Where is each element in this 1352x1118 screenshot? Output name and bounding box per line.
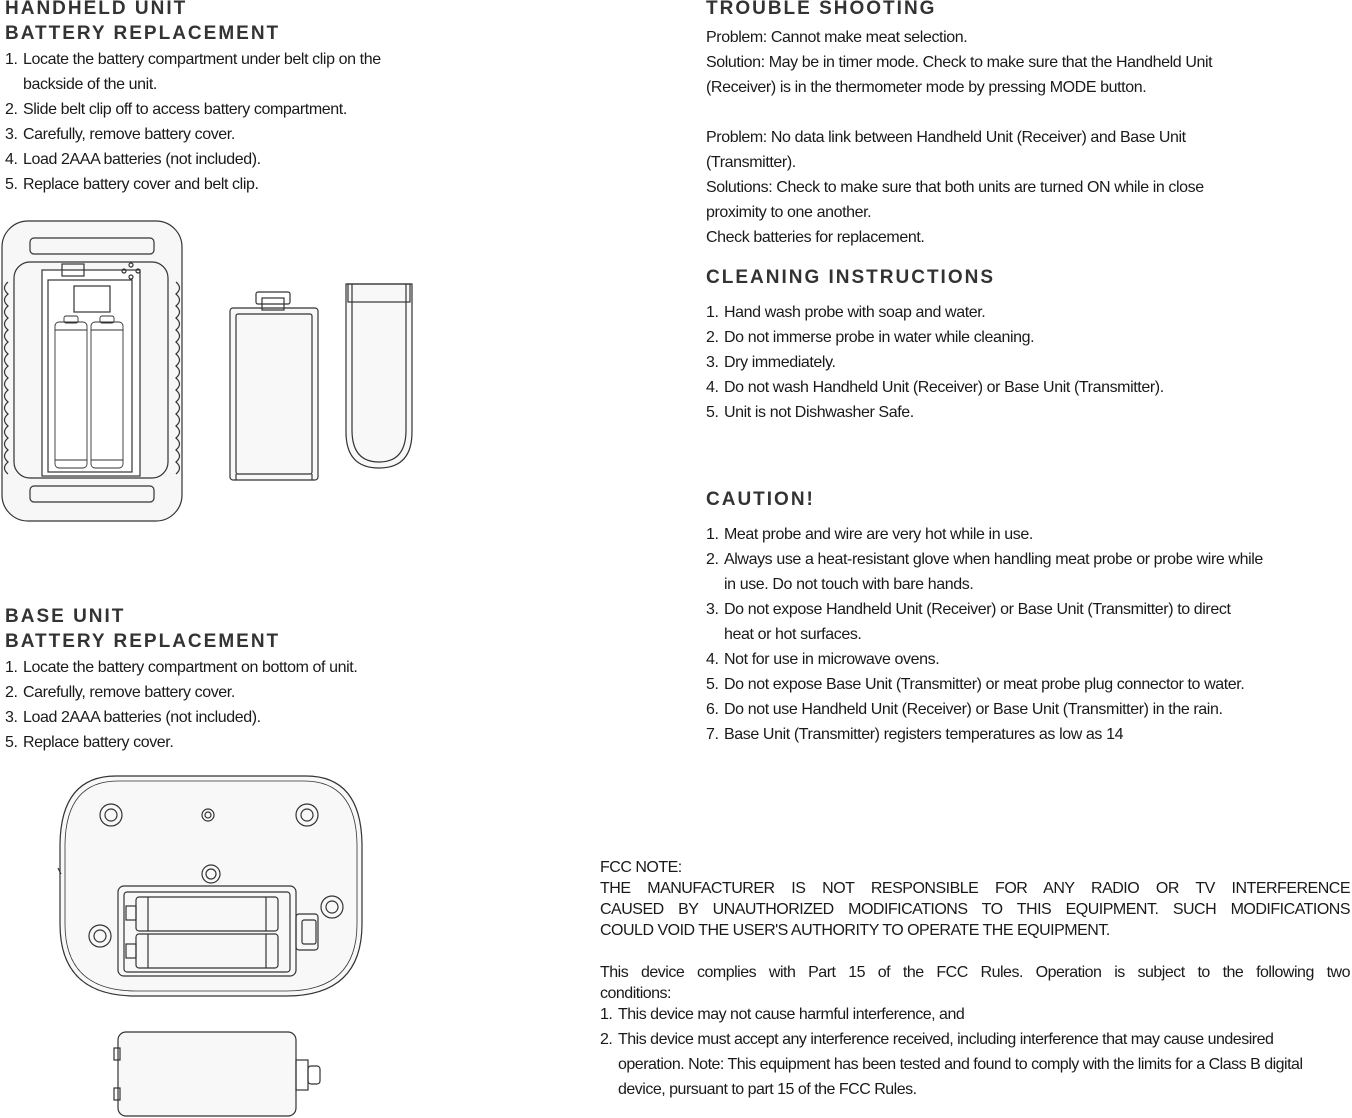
cleaning-section	[706, 265, 1266, 425]
list-item: 4. Not for use in microwave ovens.	[706, 651, 940, 668]
cleaning-steps	[706, 300, 1266, 425]
base-battery-section	[5, 604, 425, 755]
list-item: 3. Carefully, remove battery cover.	[5, 126, 235, 143]
battery-cover-illustration	[228, 290, 320, 484]
caution-steps	[706, 522, 1272, 747]
list-item: 6. Do not use Handheld Unit (Receiver) or Base Unit (Transmitter) in the rain.	[706, 701, 1223, 718]
list-item: 3. Dry immediately.	[706, 354, 836, 371]
fcc-note-label: FCC NOTE:	[600, 859, 682, 876]
base-unit-bottom-illustration	[56, 774, 366, 1000]
base-battery-cover-illustration	[112, 1030, 326, 1118]
handheld-battery-section	[5, 0, 425, 197]
list-item: 1. Hand wash probe with soap and water.	[706, 304, 986, 321]
list-item: 1. Meat probe and wire are very hot while in use.	[706, 526, 1033, 543]
cleaning-heading: CLEANING INSTRUCTIONS	[706, 267, 995, 288]
fcc-note-line-2: CAUSED BY UNAUTHORIZED MODIFICATIONS TO THIS EQUIPMENT. SUCH MODIFICATIONS	[600, 901, 1350, 918]
list-item: 5. Unit is not Dishwasher Safe.	[706, 404, 914, 421]
list-item: 1. Locate the battery compartment under belt clip on the backside of the unit.	[5, 51, 381, 93]
troubleshooting-section	[706, 0, 1266, 250]
base-heading-line2: BATTERY REPLACEMENT	[5, 631, 281, 652]
solution-2-extra: Check batteries for replacement.	[706, 229, 925, 246]
list-item: 3. Do not expose Handheld Unit (Receiver) or Base Unit (Transmitter) to direct heat or hot surfaces.	[706, 601, 1231, 643]
list-item: 2. This device must accept any interference received, including interference that may cause undesired operation. Note: This equipment has been tested and found to comply with the limits for a Class B digital device, pursuant to part 15 of the FCC Rules.	[600, 1031, 1303, 1098]
base-heading-line1: BASE UNIT	[5, 606, 126, 627]
caution-heading: CAUTION!	[706, 489, 815, 510]
fcc-conditions	[600, 1002, 1340, 1102]
handheld-heading	[5, 0, 425, 46]
list-item: 5. Replace battery cover and belt clip.	[5, 176, 259, 193]
troubleshooting-heading: TROUBLE SHOOTING	[706, 0, 937, 19]
list-item: 2. Carefully, remove battery cover.	[5, 684, 235, 701]
fcc-compliance-line-2: conditions:	[600, 985, 671, 1002]
caution-section	[706, 487, 1276, 747]
fcc-note-line-3: COULD VOID THE USER'S AUTHORITY TO OPERATE THE EQUIPMENT.	[600, 922, 1110, 939]
problem-2: Problem: No data link between Handheld Unit (Receiver) and Base Unit (Transmitter).	[706, 129, 1186, 171]
handheld-heading-line2: BATTERY REPLACEMENT	[5, 23, 281, 44]
handheld-heading-line1: HANDHELD UNIT	[5, 0, 188, 19]
list-item: 7. Base Unit (Transmitter) registers temperatures as low as 14	[706, 726, 1124, 743]
list-item: 1. Locate the battery compartment on bottom of unit.	[5, 659, 358, 676]
base-heading	[5, 604, 425, 654]
belt-clip-illustration	[344, 280, 416, 470]
list-item: 4. Do not wash Handheld Unit (Receiver) or Base Unit (Transmitter).	[706, 379, 1164, 396]
list-item: 4. Load 2AAA batteries (not included).	[5, 151, 261, 168]
handheld-steps	[5, 47, 400, 197]
fcc-section	[600, 857, 1350, 1102]
list-item: 1. This device may not cause harmful interference, and	[600, 1006, 965, 1023]
troubleshooting-body	[706, 25, 1254, 250]
list-item: 3. Load 2AAA batteries (not included).	[5, 709, 261, 726]
solution-1: Solution: May be in timer mode. Check to make sure that the Handheld Unit (Receiver) is in the thermometer mode by pressing MODE button.	[706, 54, 1213, 96]
list-item: 2. Always use a heat-resistant glove when handling meat probe or probe wire while in use. Do not touch with bare hands.	[706, 551, 1263, 593]
list-item: 5. Replace battery cover.	[5, 734, 174, 751]
list-item: 2. Do not immerse probe in water while cleaning.	[706, 329, 1035, 346]
fcc-note-line-1: THE MANUFACTURER IS NOT RESPONSIBLE FOR ANY RADIO OR TV INTERFERENCE	[600, 880, 1350, 897]
problem-1: Problem: Cannot make meat selection.	[706, 29, 968, 46]
handheld-unit-back-illustration	[0, 218, 186, 526]
list-item: 2. Slide belt clip off to access battery compartment.	[5, 101, 347, 118]
solution-2: Solutions: Check to make sure that both units are turned ON while in close proximity to one another.	[706, 179, 1204, 221]
list-item: 5. Do not expose Base Unit (Transmitter) or meat probe plug connector to water.	[706, 676, 1245, 693]
base-steps	[5, 655, 425, 755]
fcc-compliance-line-1: This device complies with Part 15 of the FCC Rules. Operation is subject to the following two	[600, 964, 1350, 981]
